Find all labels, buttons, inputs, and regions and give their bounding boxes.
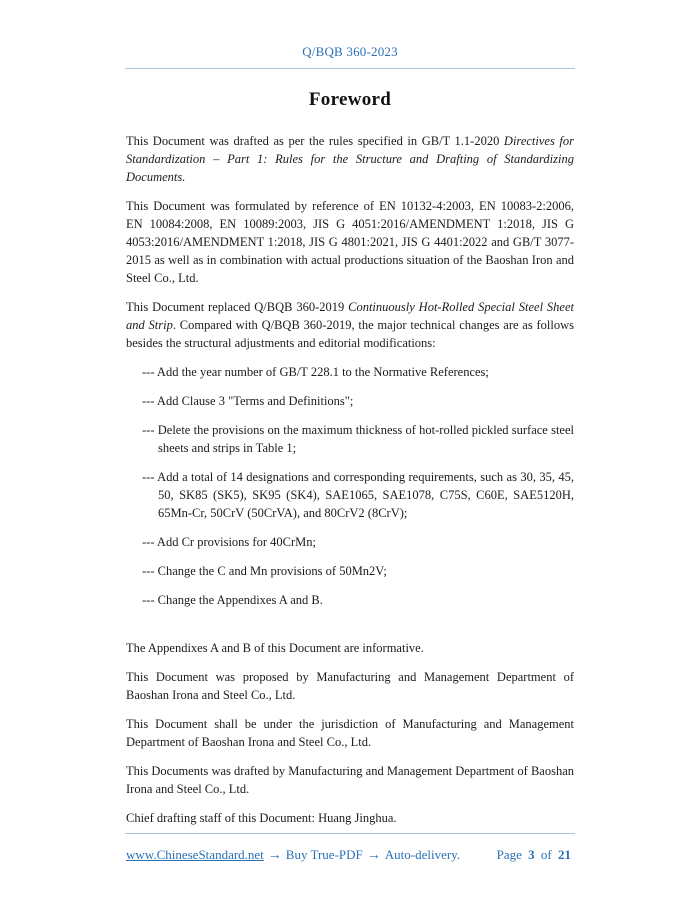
list-item — [126, 392, 574, 410]
delivery-label: Auto-delivery. — [384, 847, 461, 862]
text-run: --- Add Cr provisions for 40CrMn; — [142, 535, 316, 549]
text-run: --- Delete the provisions on the maximum thickness of hot-rolled pickled surface steel sheets and strips in Table 1; — [142, 423, 574, 455]
list-item — [126, 468, 574, 522]
buy-pdf-label: Buy True-PDF — [285, 847, 363, 862]
text-run: This Document was formulated by reference of EN 10132-4:2003, EN 10083-2:2006, EN 10084:2008, EN 10089:2003, JIS G 4051:2016/AMENDMENT 1:2018, JIS G 4053:2016/AMENDMENT 1:2018, JIS G 4801:2021, JIS G 4401:2022 and GB/T 3077-2015 as well as in combination with actual productions situation of the Baoshan Iron and Steel Co., Ltd. — [126, 199, 574, 285]
website-link[interactable]: www.ChineseStandard.net — [126, 847, 264, 862]
text-run: This Document shall be under the jurisdiction of Manufacturing and Management Department of Baoshan Irona and Steel Co., Ltd. — [126, 717, 574, 749]
text-run: This Documents was drafted by Manufacturing and Management Department of Baoshan Irona and Steel Co., Ltd. — [126, 764, 574, 796]
list-item — [126, 363, 574, 381]
text-run: This Document was proposed by Manufacturing and Management Department of Baoshan Irona and Steel Co., Ltd. — [126, 670, 574, 702]
paragraph — [126, 639, 574, 657]
arrow-icon: → — [366, 848, 381, 863]
list-item — [126, 591, 574, 609]
text-run: --- Add a total of 14 designations and corresponding requirements, such as 30, 35, 45, 50, SK85 (SK5), SK95 (SK4), SAE1065, SAE1078, C75S, C60E, SAE5120H, 65Mn-Cr, 50CrV (50CrVA), and 80CrV2 (8CrV); — [142, 470, 574, 520]
page-title: Foreword — [308, 89, 392, 110]
page-total: 21 — [558, 847, 571, 862]
document-number: Q/BQB 360-2023 — [302, 44, 398, 59]
footer-divider — [125, 833, 575, 834]
text-run: --- Change the Appendixes A and B. — [142, 593, 323, 607]
text-run: . Compared with Q/BQB 360-2019, the major technical changes are as follows besides the structural adjustments and editorial modifications: — [126, 318, 574, 350]
header-divider — [125, 68, 575, 69]
page-footer — [126, 846, 574, 865]
paragraph — [126, 298, 574, 352]
paragraph — [126, 132, 574, 186]
paragraph — [126, 762, 574, 798]
page-label: Page — [496, 847, 522, 862]
italic-run: Continuously Hot-Rolled Special Steel Sheet and Strip — [126, 300, 574, 332]
list-item — [126, 533, 574, 551]
list-item — [126, 562, 574, 580]
text-run: This Document replaced Q/BQB 360-2019 — [126, 300, 349, 314]
footer-promo — [126, 846, 460, 865]
text-run: --- Change the C and Mn provisions of 50Mn2V; — [142, 564, 387, 578]
arrow-icon: → — [267, 848, 282, 863]
paragraph — [126, 715, 574, 751]
page-current: 3 — [528, 847, 535, 862]
page-indicator — [497, 846, 574, 864]
text-run: --- Add Clause 3 "Terms and Definitions"; — [142, 394, 354, 408]
italic-run: Directives for Standardization – Part 1: Rules for the Structure and Drafting of Standardizing Documents. — [126, 134, 574, 184]
paragraph — [126, 197, 574, 287]
of-label: of — [540, 847, 552, 862]
paragraph — [126, 809, 574, 827]
paragraph — [126, 668, 574, 704]
text-run: Chief drafting staff of this Document: Huang Jinghua. — [126, 811, 397, 825]
list-item — [126, 421, 574, 457]
text-run: The Appendixes A and B of this Document are informative. — [126, 641, 424, 655]
text-run: --- Add the year number of GB/T 228.1 to the Normative References; — [142, 365, 489, 379]
document-body — [126, 132, 574, 838]
text-run: This Document was drafted as per the rules specified in GB/T 1.1-2020 — [126, 134, 504, 148]
